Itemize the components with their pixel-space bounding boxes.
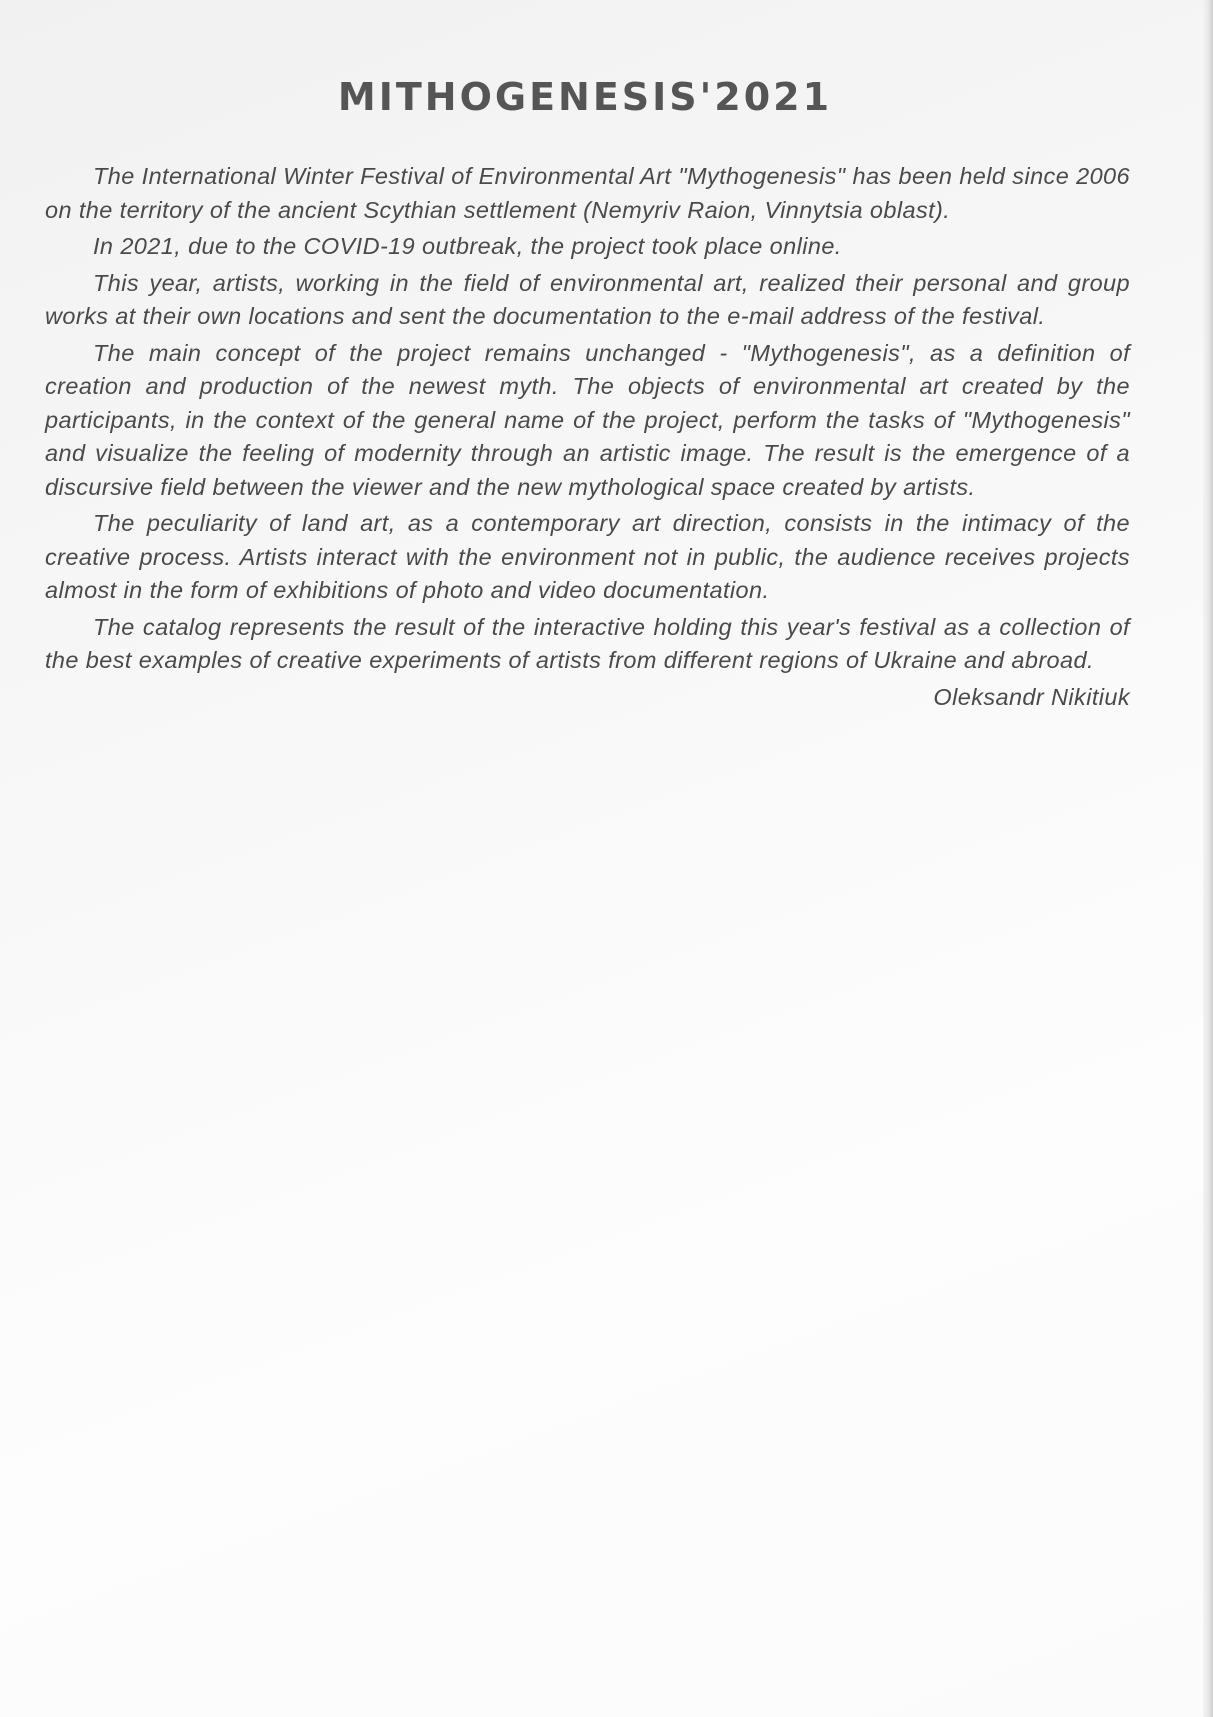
paragraph-concept: The main concept of the project remains unchanged - "Mythogenesis", as a definition of creation and production of the newest myth. The objects of environmental art created by the participants, in the context of the general name of the project, perform the tasks of "Mythogenesis" and visualize the feeling of modernity through an artistic image. The result is the emergence of a discursive field between the viewer and the new mythological space created by artists. bbox=[45, 339, 1130, 500]
page-edge-shadow bbox=[1203, 0, 1213, 1717]
paragraph-covid: In 2021, due to the COVID-19 outbreak, the project took place online. bbox=[93, 233, 842, 259]
author-signature: Oleksandr Nikitiuk bbox=[933, 683, 1130, 710]
paragraph-artists: This year, artists, working in the field of environmental art, realized their personal and group works at their own locations and sent the documentation to the e-mail address of the festival. bbox=[45, 269, 1130, 329]
paragraph-catalog: The catalog represents the result of the interactive holding this year's festival as a collection of the best examples of creative experiments of artists from different regions of Ukraine and abroad. bbox=[45, 613, 1130, 673]
article-body bbox=[45, 160, 1130, 714]
paragraph-land-art: The peculiarity of land art, as a contemporary art direction, consists in the intimacy of the creative process. Artists interact with the environment not in public, the audience receives projects almost in the form of exhibitions of photo and video documentation. bbox=[45, 510, 1130, 603]
paragraph-intro: The International Winter Festival of Environmental Art "Mythogenesis" has been held since 2006 on the territory of the ancient Scythian settlement (Nemyriv Raion, Vinnytsia oblast). bbox=[45, 163, 1130, 223]
page-title: MITHOGENESIS'2021 bbox=[337, 75, 833, 119]
